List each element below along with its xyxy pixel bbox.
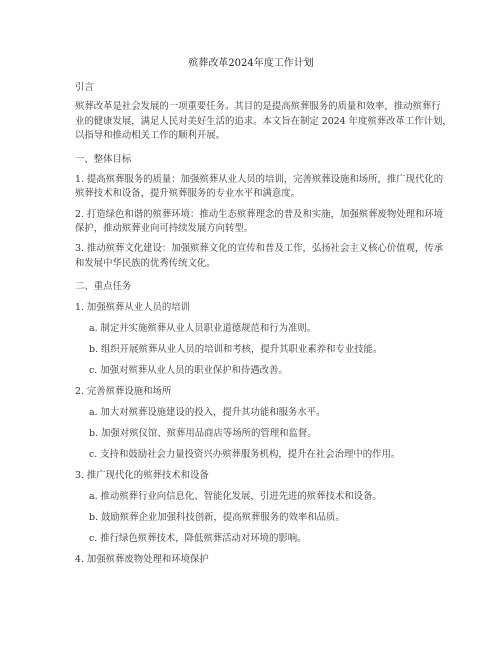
goal-item-line: 殡葬技术和设备，提升殡葬服务的专业水平和满意度。 bbox=[75, 188, 301, 199]
goal-item-line: 3. 推动殡葬文化建设：加强殡葬文化的宣传和普及工作，弘扬社会主义核心价值观，传承 bbox=[75, 243, 444, 254]
goal-item-line: 1. 提高殡葬服务的质量：加强殡葬从业人员的培训，完善殡葬设施和场所，推广现代化的 bbox=[75, 174, 444, 185]
task-title: 2. 完善殡葬设施和场所 bbox=[75, 386, 172, 397]
goal-item-line: 保护，推动殡葬业向可持续发展方向转型。 bbox=[75, 223, 254, 234]
section-heading: 一、整体目标 bbox=[75, 154, 132, 165]
document-title: 殡葬改革2024年度工作计划 bbox=[188, 58, 314, 69]
task-title: 1. 加强殡葬从业人员的培训 bbox=[75, 302, 191, 313]
task-title: 4. 加强殡葬废物处理和环境保护 bbox=[75, 554, 209, 565]
task-sub-item: a. 加大对殡葬设施建设的投入，提升其功能和服务水平。 bbox=[89, 407, 326, 418]
task-sub-item: c. 加强对殡葬从业人员的职业保护和待遇改善。 bbox=[89, 365, 288, 376]
task-sub-item: c. 支持和鼓励社会力量投资兴办殡葬服务机构，提升在社会治理中的作用。 bbox=[89, 449, 401, 460]
intro-line: 以指导和推动相关工作的顺利开展。 bbox=[75, 130, 226, 141]
goal-item-line: 2. 打造绿色和谐的殡葬环境：推动生态殡葬理念的普及和实施，加强殡葬废物处理和环境 bbox=[75, 209, 444, 220]
goal-item-line: 和发展中华民族的优秀传统文化。 bbox=[75, 258, 216, 269]
intro-heading: 引言 bbox=[75, 82, 94, 93]
task-sub-item: c. 推行绿色殡葬技术，降低殡葬活动对环境的影响。 bbox=[89, 533, 307, 544]
task-sub-item: b. 组织开展殡葬从业人员的培训和考核，提升其职业素养和专业技能。 bbox=[89, 344, 383, 355]
task-title: 3. 推广现代化的殡葬技术和设备 bbox=[75, 470, 209, 481]
intro-line: 业的健康发展，满足人民对美好生活的追求。本文旨在制定 2024 年度殡葬改革工作计划， bbox=[75, 116, 452, 127]
task-sub-item: b. 加强对殡仪馆、殡葬用品商店等场所的管理和监督。 bbox=[89, 428, 317, 439]
task-sub-item: a. 推动殡葬行业向信息化、智能化发展，引进先进的殡葬技术和设备。 bbox=[89, 491, 382, 502]
task-sub-item: b. 鼓励殡葬企业加强科技创新，提高殡葬服务的效率和品质。 bbox=[89, 512, 345, 523]
task-sub-item: a. 制定并实施殡葬从业人员职业道德规范和行为准则。 bbox=[89, 323, 317, 334]
intro-line: 殡葬改革是社会发展的一项重要任务。其目的是提高殡葬服务的质量和效率，推动殡葬行 bbox=[75, 101, 441, 112]
section-heading: 二、重点任务 bbox=[75, 281, 132, 292]
